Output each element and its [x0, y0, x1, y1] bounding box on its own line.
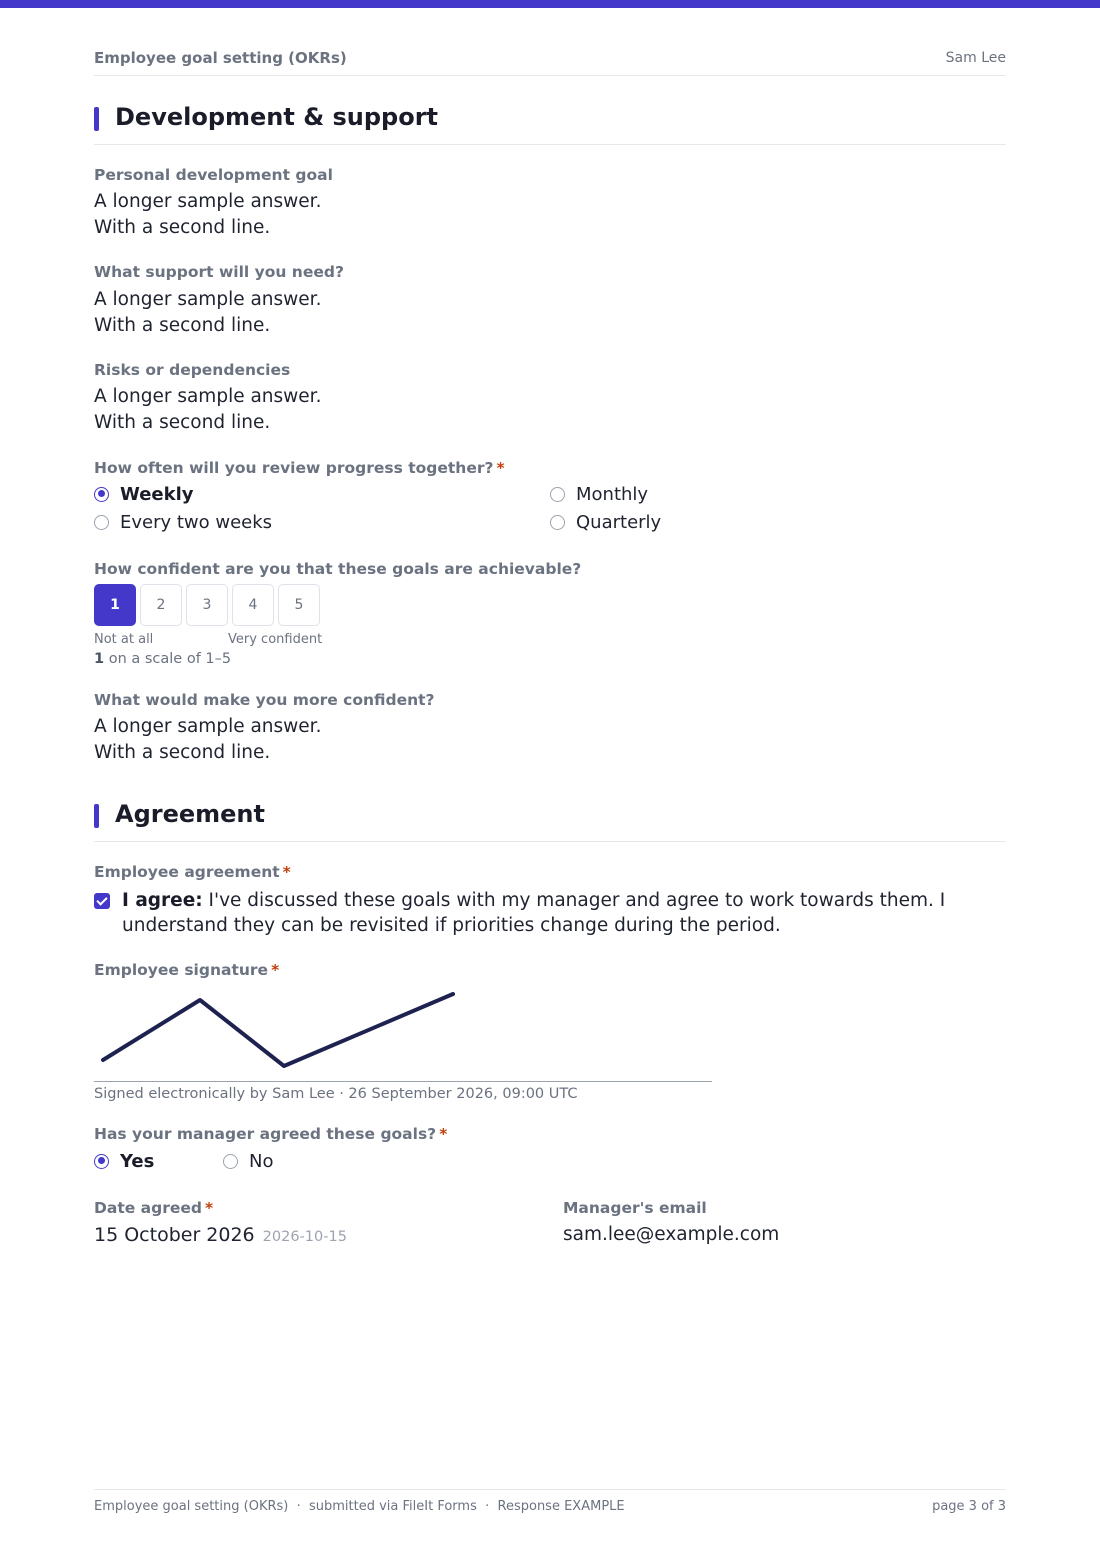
- signature-drawing: [94, 985, 712, 1082]
- section-title: Development & support: [115, 103, 439, 131]
- scale-value-suffix: on a scale of 1–5: [108, 651, 232, 667]
- required-marker: *: [204, 1199, 214, 1217]
- risks-label: Risks or dependencies: [94, 361, 291, 379]
- answer-line: With a second line.: [94, 412, 271, 433]
- scale-option-3[interactable]: 3: [186, 584, 228, 626]
- signature-note: Signed electronically by Sam Lee · 26 September 2026, 09:00 UTC: [94, 1086, 578, 1102]
- required-marker: *: [496, 459, 505, 477]
- personal-goal-label: Personal development goal: [94, 166, 333, 184]
- manager-email-label: Manager's email: [563, 1199, 707, 1217]
- scale-option-4[interactable]: 4: [232, 584, 274, 626]
- radio-selected-icon: [94, 1154, 109, 1169]
- scale-option-1[interactable]: 1: [94, 584, 136, 626]
- radio-label: Yes: [120, 1150, 155, 1172]
- top-accent-bar: [0, 0, 1100, 8]
- employee-agreement-label: [94, 863, 291, 881]
- section-development: [94, 103, 1006, 145]
- scale-value-text: [94, 651, 231, 667]
- required-marker: *: [439, 1125, 448, 1143]
- required-marker: *: [271, 961, 280, 979]
- personal-goal-answer: [94, 189, 321, 241]
- scale-option-2[interactable]: 2: [140, 584, 182, 626]
- agreement-lead: I agree:: [122, 890, 203, 911]
- signature-stroke: [103, 994, 453, 1066]
- radio-no[interactable]: [223, 1149, 273, 1173]
- signature-label: [94, 961, 279, 979]
- date-long: 15 October 2026: [94, 1224, 255, 1246]
- signature-pad[interactable]: [94, 985, 712, 1082]
- radio-label: Monthly: [576, 483, 649, 505]
- section-accent-bar: [94, 804, 99, 828]
- answer-line: With a second line.: [94, 217, 271, 238]
- manager-email-value: sam.lee@example.com: [563, 1224, 780, 1245]
- question-text: Has your manager agreed these goals?: [94, 1125, 437, 1143]
- risks-answer: [94, 384, 321, 436]
- footer-info: Employee goal setting (OKRs) · submitted via FileIt Forms · Response EXAMPLE: [94, 1499, 625, 1514]
- answer-line: A longer sample answer.: [94, 289, 322, 310]
- answer-line: A longer sample answer.: [94, 191, 322, 212]
- page-number: page 3 of 3: [932, 1499, 1006, 1514]
- support-label: What support will you need?: [94, 263, 344, 281]
- radio-empty-icon: [550, 487, 565, 502]
- question-text: Date agreed: [94, 1199, 202, 1217]
- scale-min-label: Not at all: [94, 632, 154, 647]
- scale-max-label: Very confident: [228, 632, 323, 647]
- more-confident-answer: [94, 714, 321, 766]
- required-marker: *: [282, 863, 291, 881]
- answer-line: A longer sample answer.: [94, 716, 322, 737]
- review-frequency-label: [94, 459, 505, 477]
- date-agreed-label: [94, 1199, 213, 1217]
- radio-empty-icon: [223, 1154, 238, 1169]
- answer-line: With a second line.: [94, 742, 271, 763]
- respondent-name: Sam Lee: [945, 50, 1006, 66]
- radio-quarterly[interactable]: [550, 510, 661, 534]
- radio-empty-icon: [550, 515, 565, 530]
- answer-line: With a second line.: [94, 315, 271, 336]
- date-agreed-value: [94, 1222, 347, 1250]
- radio-label: No: [249, 1150, 274, 1172]
- section-agreement: [94, 800, 1006, 842]
- confidence-scale: [94, 584, 324, 626]
- more-confident-label: What would make you more confident?: [94, 691, 435, 709]
- radio-weekly[interactable]: [94, 482, 194, 506]
- radio-label: Every two weeks: [120, 511, 273, 533]
- scale-value: 1: [94, 651, 105, 667]
- support-answer: [94, 287, 321, 339]
- question-text: Employee signature: [94, 961, 269, 979]
- question-text: Employee agreement: [94, 863, 280, 881]
- page-header: [94, 48, 1006, 76]
- section-title: Agreement: [115, 800, 265, 828]
- radio-label: Quarterly: [576, 511, 662, 533]
- confidence-label: How confident are you that these goals are achievable?: [94, 560, 582, 578]
- agreement-text: [122, 888, 992, 938]
- agreement-body: I've discussed these goals with my manager and agree to work towards them. I understand they can be revisited if priorities change during the period.: [122, 890, 946, 936]
- form-title: Employee goal setting (OKRs): [94, 49, 347, 67]
- radio-selected-icon: [94, 487, 109, 502]
- scale-option-5[interactable]: 5: [278, 584, 320, 626]
- radio-label: Weekly: [120, 483, 194, 505]
- manager-agreed-label: [94, 1125, 447, 1143]
- radio-yes[interactable]: [94, 1149, 154, 1173]
- question-text: How often will you review progress together?: [94, 459, 494, 477]
- checkbox-checked-icon[interactable]: [94, 893, 110, 909]
- section-accent-bar: [94, 107, 99, 131]
- page-footer: [94, 1489, 1006, 1519]
- answer-line: A longer sample answer.: [94, 386, 322, 407]
- radio-empty-icon: [94, 515, 109, 530]
- radio-every-two-weeks[interactable]: [94, 510, 272, 534]
- radio-monthly[interactable]: [550, 482, 648, 506]
- date-iso: 2026-10-15: [262, 1229, 347, 1245]
